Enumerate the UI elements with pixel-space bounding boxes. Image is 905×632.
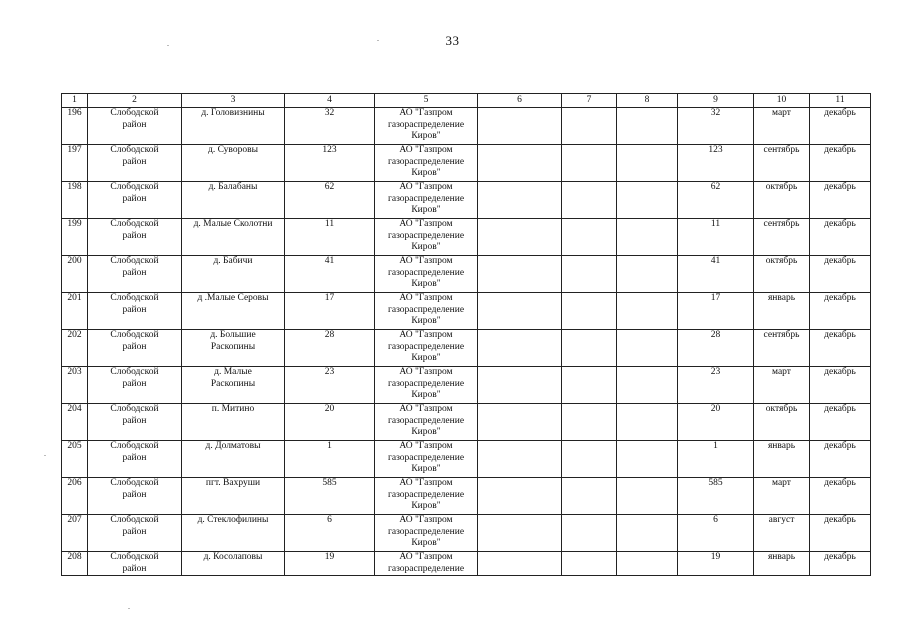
organization-line: газораспределение xyxy=(387,304,465,315)
table-row xyxy=(62,404,871,441)
locality-line: д. Малые xyxy=(214,367,252,377)
organization-line: Киров" xyxy=(411,131,441,141)
col-8-cell xyxy=(617,219,678,256)
organization-cell xyxy=(375,219,478,256)
column-header-11: 11 xyxy=(810,94,871,108)
col-6-cell xyxy=(478,293,562,330)
locality-cell xyxy=(182,552,285,576)
district-line: район xyxy=(122,156,147,167)
district-cell xyxy=(88,404,182,441)
total-cell: 20 xyxy=(678,404,754,441)
locality-cell xyxy=(182,293,285,330)
start-month-cell: август xyxy=(754,515,810,552)
col-7-cell xyxy=(562,145,617,182)
locality-cell xyxy=(182,330,285,367)
total-cell: 585 xyxy=(678,478,754,515)
locality-line: д. Суворовы xyxy=(208,145,258,155)
page-number: 33 xyxy=(445,33,460,48)
col-7-cell xyxy=(562,182,617,219)
column-header-5: 5 xyxy=(375,94,478,108)
start-month-cell: октябрь xyxy=(754,182,810,219)
table-row xyxy=(62,367,871,404)
col-8-cell xyxy=(617,367,678,404)
count-cell: 62 xyxy=(285,182,375,219)
organization-line: Киров" xyxy=(411,464,441,474)
end-month-cell: декабрь xyxy=(810,293,871,330)
column-header-8: 8 xyxy=(617,94,678,108)
start-month-cell: октябрь xyxy=(754,256,810,293)
column-header-3: 3 xyxy=(182,94,285,108)
district-line: район xyxy=(122,304,147,315)
col-8-cell xyxy=(617,404,678,441)
district-line: район xyxy=(122,526,147,537)
district-line: район xyxy=(122,378,147,389)
organization-cell xyxy=(375,367,478,404)
column-header-10: 10 xyxy=(754,94,810,108)
locality-cell xyxy=(182,404,285,441)
organization-line: газораспределение xyxy=(387,156,465,167)
start-month-cell: январь xyxy=(754,552,810,576)
start-month-cell: март xyxy=(754,367,810,404)
table-row xyxy=(62,293,871,330)
organization-line: Киров" xyxy=(411,501,441,511)
count-cell: 19 xyxy=(285,552,375,576)
district-line: район xyxy=(122,230,147,241)
locality-cell xyxy=(182,367,285,404)
col-7-cell xyxy=(562,367,617,404)
district-line: Слободской xyxy=(110,330,159,340)
organization-cell xyxy=(375,330,478,367)
table-row xyxy=(62,552,871,576)
district-cell xyxy=(88,515,182,552)
start-month-cell: сентябрь xyxy=(754,219,810,256)
row-number-cell: 198 xyxy=(62,182,88,219)
locality-cell xyxy=(182,441,285,478)
organization-line: Киров" xyxy=(411,279,441,289)
start-month-cell: март xyxy=(754,478,810,515)
total-cell: 1 xyxy=(678,441,754,478)
col-6-cell xyxy=(478,515,562,552)
col-8-cell xyxy=(617,256,678,293)
end-month-cell: декабрь xyxy=(810,441,871,478)
locality-line: д. Головизнины xyxy=(201,108,265,118)
count-cell: 32 xyxy=(285,108,375,145)
district-line: Слободской xyxy=(110,182,159,192)
end-month-cell: декабрь xyxy=(810,552,871,576)
organization-line: АО "Газпром xyxy=(399,145,453,155)
count-cell: 6 xyxy=(285,515,375,552)
organization-cell xyxy=(375,293,478,330)
organization-line: АО "Газпром xyxy=(399,367,453,377)
organization-line: АО "Газпром xyxy=(399,293,453,303)
end-month-cell: декабрь xyxy=(810,515,871,552)
organization-line: Киров" xyxy=(411,242,441,252)
total-cell: 62 xyxy=(678,182,754,219)
col-8-cell xyxy=(617,182,678,219)
district-cell xyxy=(88,441,182,478)
col-6-cell xyxy=(478,145,562,182)
locality-line: д. Долматовы xyxy=(205,441,261,451)
row-number-cell: 199 xyxy=(62,219,88,256)
table-row xyxy=(62,515,871,552)
scan-speck xyxy=(167,45,169,46)
organization-line: газораспределение xyxy=(387,526,465,537)
end-month-cell: декабрь xyxy=(810,256,871,293)
district-cell xyxy=(88,256,182,293)
total-cell: 123 xyxy=(678,145,754,182)
end-month-cell: декабрь xyxy=(810,182,871,219)
district-cell xyxy=(88,182,182,219)
col-6-cell xyxy=(478,552,562,576)
organization-line: газораспределение xyxy=(387,267,465,278)
locality-line: п. Митино xyxy=(211,404,255,414)
count-cell: 11 xyxy=(285,219,375,256)
total-cell: 19 xyxy=(678,552,754,576)
scan-speck xyxy=(128,608,130,609)
district-line: Слободской xyxy=(110,108,159,118)
district-line: район xyxy=(122,267,147,278)
row-number-cell: 205 xyxy=(62,441,88,478)
locality-line: Раскопины xyxy=(210,378,256,389)
district-line: Слободской xyxy=(110,256,159,266)
col-6-cell xyxy=(478,256,562,293)
organization-cell xyxy=(375,441,478,478)
district-line: Слободской xyxy=(110,404,159,414)
row-number-cell: 208 xyxy=(62,552,88,576)
col-8-cell xyxy=(617,293,678,330)
col-8-cell xyxy=(617,108,678,145)
end-month-cell: декабрь xyxy=(810,145,871,182)
locality-line: пгт. Вахруши xyxy=(205,478,261,488)
organization-line: газораспределение xyxy=(387,341,465,352)
row-number-cell: 200 xyxy=(62,256,88,293)
start-month-cell: март xyxy=(754,108,810,145)
col-7-cell xyxy=(562,108,617,145)
row-number-cell: 196 xyxy=(62,108,88,145)
col-7-cell xyxy=(562,441,617,478)
organization-cell xyxy=(375,552,478,576)
end-month-cell: декабрь xyxy=(810,108,871,145)
organization-line: АО "Газпром xyxy=(399,441,453,451)
locality-cell xyxy=(182,182,285,219)
col-8-cell xyxy=(617,330,678,367)
count-cell: 28 xyxy=(285,330,375,367)
organization-cell xyxy=(375,404,478,441)
locality-line: д. Косолаповы xyxy=(203,552,263,562)
locality-line: д. Стеклофилины xyxy=(197,515,269,525)
table-row xyxy=(62,219,871,256)
table-row xyxy=(62,441,871,478)
organization-line: Киров" xyxy=(411,538,441,548)
header-row xyxy=(62,94,871,108)
count-cell: 585 xyxy=(285,478,375,515)
organization-cell xyxy=(375,256,478,293)
organization-line: АО "Газпром xyxy=(399,219,453,229)
col-7-cell xyxy=(562,293,617,330)
column-header-6: 6 xyxy=(478,94,562,108)
organization-line: Киров" xyxy=(411,427,441,437)
district-cell xyxy=(88,108,182,145)
end-month-cell: декабрь xyxy=(810,478,871,515)
organization-cell xyxy=(375,478,478,515)
col-8-cell xyxy=(617,145,678,182)
start-month-cell: сентябрь xyxy=(754,330,810,367)
scan-speck xyxy=(44,455,46,456)
table-row xyxy=(62,256,871,293)
district-cell xyxy=(88,145,182,182)
total-cell: 23 xyxy=(678,367,754,404)
organization-line: АО "Газпром xyxy=(399,108,453,118)
organization-line: Киров" xyxy=(411,353,441,363)
district-cell xyxy=(88,219,182,256)
col-8-cell xyxy=(617,441,678,478)
row-number-cell: 201 xyxy=(62,293,88,330)
count-cell: 41 xyxy=(285,256,375,293)
organization-line: газораспределение xyxy=(387,230,465,241)
col-7-cell xyxy=(562,404,617,441)
end-month-cell: декабрь xyxy=(810,367,871,404)
col-7-cell xyxy=(562,256,617,293)
organization-cell xyxy=(375,145,478,182)
district-line: район xyxy=(122,119,147,130)
total-cell: 28 xyxy=(678,330,754,367)
district-line: Слободской xyxy=(110,478,159,488)
count-cell: 17 xyxy=(285,293,375,330)
organization-line: АО "Газпром xyxy=(399,515,453,525)
col-6-cell xyxy=(478,182,562,219)
locality-line: Раскопины xyxy=(210,341,256,352)
total-cell: 17 xyxy=(678,293,754,330)
count-cell: 123 xyxy=(285,145,375,182)
count-cell: 23 xyxy=(285,367,375,404)
col-8-cell xyxy=(617,478,678,515)
col-6-cell xyxy=(478,108,562,145)
district-line: район xyxy=(122,193,147,204)
locality-line: д. Бабичи xyxy=(213,256,253,266)
col-8-cell xyxy=(617,552,678,576)
table-row xyxy=(62,108,871,145)
col-6-cell xyxy=(478,404,562,441)
end-month-cell: декабрь xyxy=(810,219,871,256)
col-8-cell xyxy=(617,515,678,552)
locality-cell xyxy=(182,219,285,256)
table-row xyxy=(62,182,871,219)
column-header-4: 4 xyxy=(285,94,375,108)
table-row xyxy=(62,478,871,515)
organization-line: АО "Газпром xyxy=(399,182,453,192)
col-6-cell xyxy=(478,478,562,515)
row-number-cell: 197 xyxy=(62,145,88,182)
locality-cell xyxy=(182,256,285,293)
district-line: Слободской xyxy=(110,145,159,155)
organization-line: газораспределение xyxy=(387,119,465,130)
district-line: Слободской xyxy=(110,515,159,525)
col-7-cell xyxy=(562,478,617,515)
column-header-2: 2 xyxy=(88,94,182,108)
organization-line: АО "Газпром xyxy=(399,552,453,562)
end-month-cell: декабрь xyxy=(810,404,871,441)
row-number-cell: 204 xyxy=(62,404,88,441)
col-7-cell xyxy=(562,515,617,552)
organization-line: Киров" xyxy=(411,316,441,326)
start-month-cell: январь xyxy=(754,441,810,478)
table-row xyxy=(62,330,871,367)
total-cell: 11 xyxy=(678,219,754,256)
district-line: Слободской xyxy=(110,219,159,229)
organization-line: Киров" xyxy=(411,390,441,400)
total-cell: 41 xyxy=(678,256,754,293)
organization-line: Киров" xyxy=(411,205,441,215)
column-header-9: 9 xyxy=(678,94,754,108)
count-cell: 20 xyxy=(285,404,375,441)
organization-line: газораспределение xyxy=(387,415,465,426)
schedule-table xyxy=(61,93,871,576)
locality-line: д. Малые Сколотни xyxy=(193,219,273,229)
district-line: Слободской xyxy=(110,441,159,451)
col-7-cell xyxy=(562,330,617,367)
locality-line: д .Малые Серовы xyxy=(197,293,269,303)
organization-line: АО "Газпром xyxy=(399,404,453,414)
locality-cell xyxy=(182,478,285,515)
district-line: Слободской xyxy=(110,552,159,562)
row-number-cell: 206 xyxy=(62,478,88,515)
organization-line: газораспределение xyxy=(387,563,465,574)
start-month-cell: октябрь xyxy=(754,404,810,441)
end-month-cell: декабрь xyxy=(810,330,871,367)
organization-line: газораспределение xyxy=(387,378,465,389)
organization-line: газораспределение xyxy=(387,489,465,500)
district-line: район xyxy=(122,489,147,500)
column-header-7: 7 xyxy=(562,94,617,108)
row-number-cell: 207 xyxy=(62,515,88,552)
scan-speck xyxy=(377,40,379,41)
count-cell: 1 xyxy=(285,441,375,478)
district-line: район xyxy=(122,341,147,352)
col-6-cell xyxy=(478,367,562,404)
locality-cell xyxy=(182,145,285,182)
organization-cell xyxy=(375,515,478,552)
locality-cell xyxy=(182,108,285,145)
district-cell xyxy=(88,552,182,576)
total-cell: 32 xyxy=(678,108,754,145)
start-month-cell: сентябрь xyxy=(754,145,810,182)
col-7-cell xyxy=(562,552,617,576)
district-line: Слободской xyxy=(110,367,159,377)
column-header-1: 1 xyxy=(62,94,88,108)
col-7-cell xyxy=(562,219,617,256)
organization-line: газораспределение xyxy=(387,193,465,204)
table-body xyxy=(62,108,871,576)
district-cell xyxy=(88,293,182,330)
table-row xyxy=(62,145,871,182)
organization-line: АО "Газпром xyxy=(399,256,453,266)
locality-cell xyxy=(182,515,285,552)
row-number-cell: 203 xyxy=(62,367,88,404)
district-line: Слободской xyxy=(110,293,159,303)
col-6-cell xyxy=(478,441,562,478)
start-month-cell: январь xyxy=(754,293,810,330)
locality-line: д. Балабаны xyxy=(208,182,258,192)
district-cell xyxy=(88,478,182,515)
district-line: район xyxy=(122,415,147,426)
organization-line: газораспределение xyxy=(387,452,465,463)
row-number-cell: 202 xyxy=(62,330,88,367)
district-cell xyxy=(88,367,182,404)
locality-line: д. Большие xyxy=(210,330,256,340)
total-cell: 6 xyxy=(678,515,754,552)
district-line: район xyxy=(122,452,147,463)
organization-cell xyxy=(375,182,478,219)
district-line: район xyxy=(122,563,147,574)
col-6-cell xyxy=(478,219,562,256)
organization-line: Киров" xyxy=(411,168,441,178)
col-6-cell xyxy=(478,330,562,367)
organization-cell xyxy=(375,108,478,145)
organization-line: АО "Газпром xyxy=(399,478,453,488)
district-cell xyxy=(88,330,182,367)
organization-line: АО "Газпром xyxy=(399,330,453,340)
